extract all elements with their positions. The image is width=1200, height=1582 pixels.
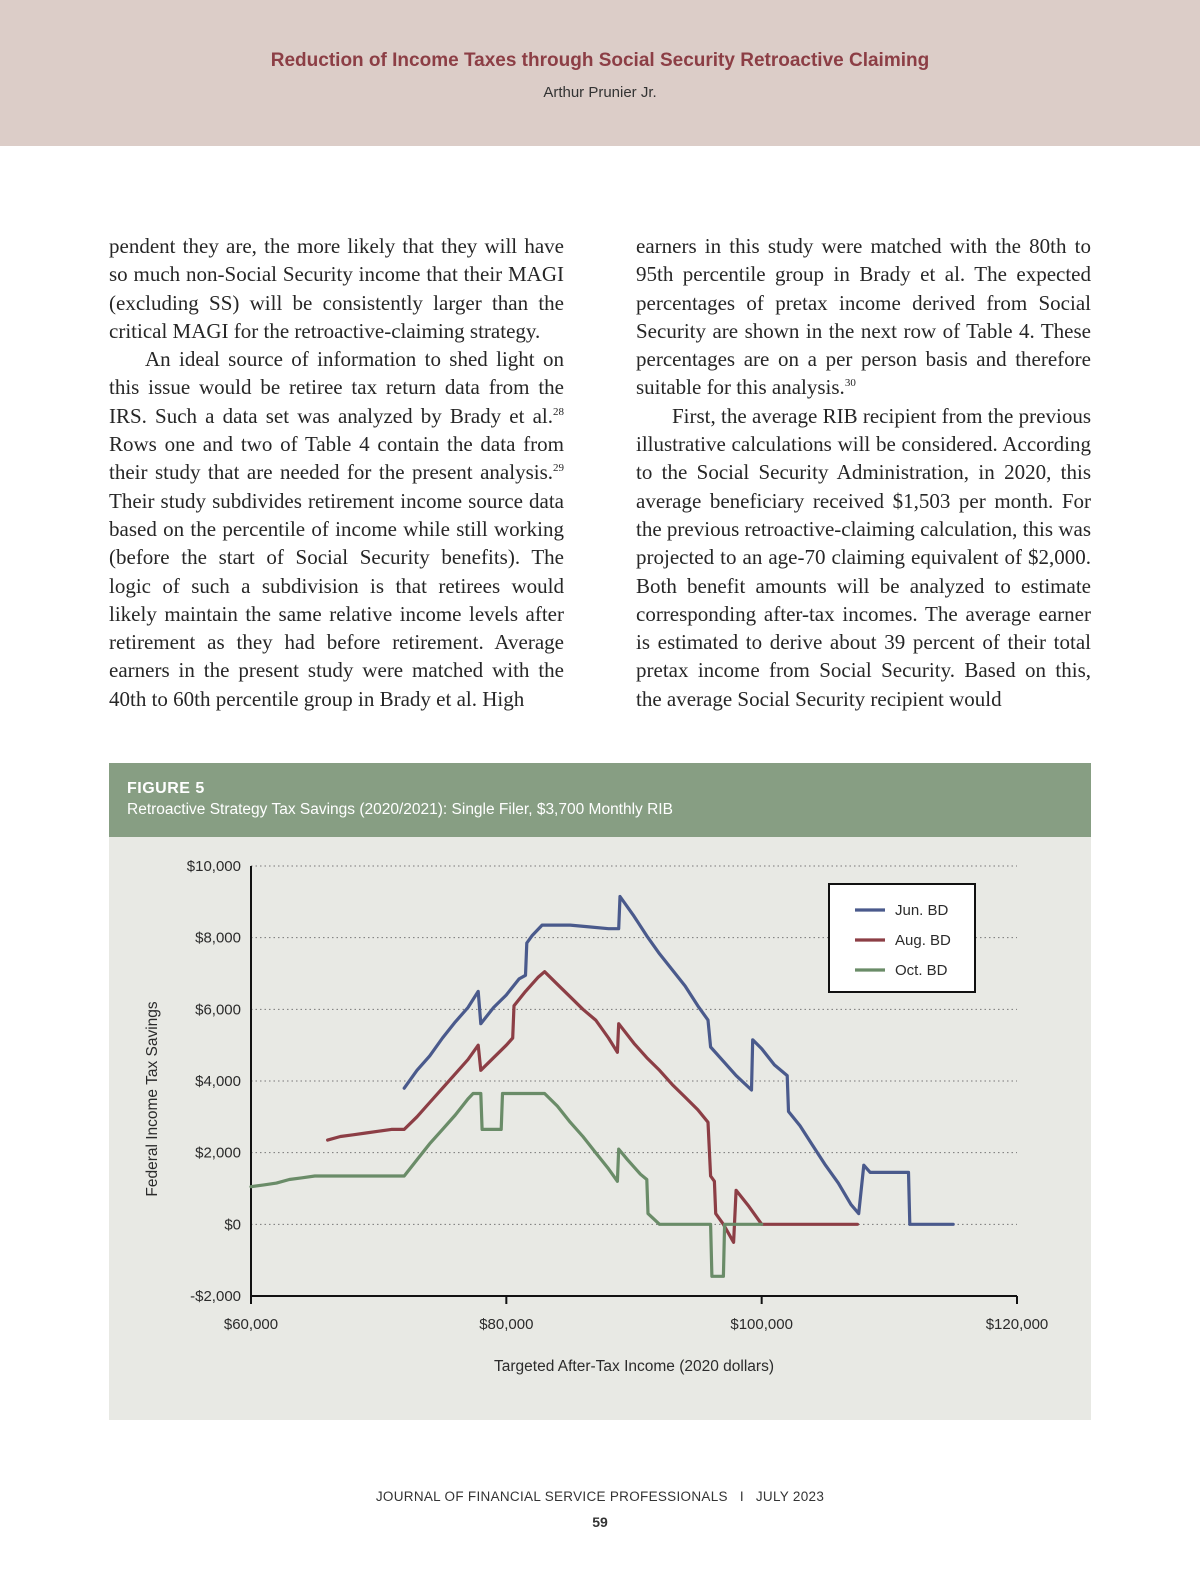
- y-tick-label: $0: [224, 1216, 241, 1234]
- paragraph: [636, 232, 1091, 402]
- figure-body: [109, 837, 1091, 1420]
- figure-caption: Retroactive Strategy Tax Savings (2020/2021): Single Filer, $3,700 Monthly RIB: [127, 801, 673, 818]
- figure-label: FIGURE 5: [127, 780, 205, 797]
- y-tick-label: -$2,000: [190, 1288, 241, 1305]
- legend-label: Aug. BD: [895, 932, 951, 949]
- article-title: Reduction of Income Taxes through Social Security Retroactive Claiming: [270, 50, 930, 71]
- y-axis-title: Federal Income Tax Savings: [144, 1001, 161, 1197]
- paragraph: pendent they are, the more likely that they will have so much non-Social Security income that their MAGI (excluding SS) will be consistently larger than the critical MAGI for the retroactive-claiming strategy.: [109, 234, 564, 343]
- series-line: [251, 1094, 762, 1277]
- x-tick-label: $60,000: [223, 1316, 279, 1333]
- paragraph: [109, 345, 564, 713]
- figure-header: [109, 763, 1091, 837]
- footer-journal: [0, 1489, 1200, 1504]
- footnote-ref[interactable]: 28: [553, 405, 564, 418]
- footnote-ref[interactable]: 29: [553, 462, 564, 475]
- y-tick-label: $10,000: [186, 858, 241, 875]
- line-chart: [109, 837, 1091, 1420]
- x-tick-label: $120,000: [985, 1316, 1049, 1333]
- journal-name: JOURNAL OF FINANCIAL SERVICE PROFESSIONALS: [375, 1489, 728, 1504]
- text-run: An ideal source of information to shed light on this issue would be retiree tax return data from the IRS. Such a data set was analyzed by Brady et al.: [109, 347, 564, 428]
- issue-date: JULY 2023: [755, 1489, 825, 1504]
- y-tick-label: $8,000: [195, 929, 241, 947]
- text-run: Their study subdivides retirement income source data based on the percentile of income while still working (before the start of Social Security benefits). The logic of such a subdivision is that retirees would likely maintain the same relative income levels after retirement as they had before retirement. Average earners in the present study were matched with the 40th to 60th percentile group in Brady et al. High: [109, 488, 564, 711]
- y-tick-label: $2,000: [195, 1144, 241, 1162]
- x-tick-label: $100,000: [730, 1316, 793, 1333]
- page-number: 59: [592, 1514, 608, 1530]
- y-tick-label: $6,000: [195, 1001, 241, 1019]
- legend: [829, 884, 975, 992]
- x-tick-label: $80,000: [479, 1316, 534, 1333]
- footer-separator: I: [739, 1489, 744, 1504]
- footnote-ref[interactable]: 30: [844, 377, 856, 390]
- y-tick-label: $4,000: [195, 1073, 241, 1090]
- text-run: Rows one and two of Table 4 contain the data from their study that are needed for the present analysis.: [109, 432, 564, 485]
- x-axis-title: Targeted After-Tax Income (2020 dollars): [494, 1358, 774, 1375]
- legend-label: Oct. BD: [895, 962, 948, 979]
- paragraph: First, the average RIB recipient from the previous illustrative calculations will be considered. According to the Social Security Administration, in 2020, this average beneficiary received $1,503 per month. For the previous retroactive-claiming calculation, this was projected to an age-70 claiming equivalent of $2,000. Both benefit amounts will be analyzed to estimate corresponding after-tax incomes. The average earner is estimated to derive about 39 percent of their total pretax income from Social Security. Based on this, the average Social Security recipient would: [636, 403, 1091, 711]
- article-author: Arthur Prunier Jr.: [543, 84, 657, 101]
- text-run: earners in this study were matched with the 80th to 95th percentile group in Brady et al. The expected percentages of pretax income derived from Social Security are shown in the next row of Table 4. These percentages are on a per person basis and therefore suitable for this analysis.: [636, 234, 1091, 400]
- body-column-left: [109, 232, 564, 713]
- page-header: [0, 0, 1200, 146]
- body-column-right: [636, 232, 1091, 713]
- series-line: [328, 972, 858, 1243]
- legend-label: Jun. BD: [895, 902, 949, 919]
